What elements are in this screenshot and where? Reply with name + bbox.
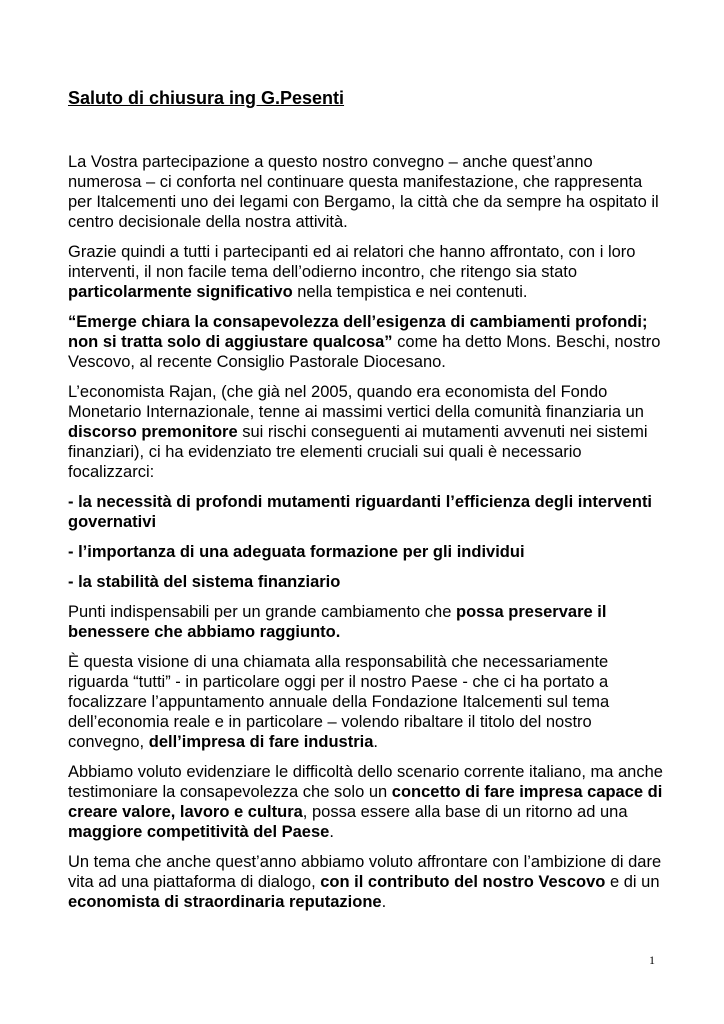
text-run: L’economista Rajan, (che già nel 2005, quando era economista del Fondo Monetario Internazionale, tenne ai massimi vertici della comunità finanziaria un — [68, 383, 644, 421]
paragraph — [68, 602, 668, 642]
paragraph — [68, 572, 668, 592]
paragraph — [68, 382, 668, 482]
bold-text: discorso premonitore — [68, 423, 238, 441]
text-run: . — [329, 823, 334, 841]
bold-text: - la necessità di profondi mutamenti riguardanti l’efficienza degli interventi governativi — [68, 493, 653, 531]
text-run: nella tempistica e nei contenuti. — [292, 283, 528, 301]
text-run: È questa visione di una chiamata alla responsabilità che necessariamente riguarda “tutti” - in particolare oggi per il nostro Paese - che ci ha portato a focalizzare l’appuntamento annuale della Fondazione Italcementi sul tema dell’economia reale e in particolare – volendo ribaltare il titolo del nostro convegno, — [68, 653, 610, 751]
bold-text: maggiore competitività del Paese — [68, 823, 330, 841]
bold-text: “Emerge chiara la consapevolezza dell’esigenza di cambiamenti profondi; non si tratta solo di aggiustare qualcosa” — [68, 313, 648, 351]
paragraph — [68, 852, 668, 912]
bold-text: dell’impresa di fare industria — [148, 733, 374, 751]
bold-text: economista di straordinaria reputazione — [68, 893, 382, 911]
text-run: La Vostra partecipazione a questo nostro convegno – anche quest’anno numerosa – ci conforta nel continuare questa manifestazione, che rappresenta per Italcementi uno dei legami con Bergamo, la città che da sempre ha ospitato il centro decisionale della nostra attività. — [68, 153, 659, 231]
bold-text: particolarmente significativo — [68, 283, 293, 301]
bold-text: possa preservare il benessere che abbiamo raggiunto. — [68, 603, 607, 641]
paragraph — [68, 652, 668, 752]
text-run: Un tema che anche quest’anno abbiamo voluto affrontare con l’ambizione di dare vita ad una piattaforma di dialogo, — [68, 853, 662, 891]
paragraph — [68, 492, 668, 532]
bold-text: - la stabilità del sistema finanziario — [68, 573, 341, 591]
page-number: 1 — [649, 953, 655, 967]
bold-text: con il contributo del nostro Vescovo — [320, 873, 606, 891]
text-run: Punti indispensabili per un grande cambiamento che — [68, 603, 456, 621]
text-run: e di un — [605, 873, 660, 891]
paragraph — [68, 312, 668, 372]
paragraph — [68, 542, 668, 562]
bold-text: concetto di fare impresa capace di creare valore, lavoro e cultura — [68, 783, 663, 821]
document-body — [68, 152, 668, 922]
text-run: Grazie quindi a tutti i partecipanti ed ai relatori che hanno affrontato, con i loro interventi, il non facile tema dell’odierno incontro, che ritengo sia stato — [68, 243, 636, 281]
text-run: . — [373, 733, 378, 751]
bold-text: - l’importanza di una adeguata formazione per gli individui — [68, 543, 525, 561]
text-run: . — [381, 893, 387, 911]
document-title: Saluto di chiusura ing G.Pesenti — [68, 88, 345, 108]
text-run: come ha detto Mons. Beschi, nostro Vescovo, al recente Consiglio Pastorale Diocesano. — [68, 333, 661, 371]
text-run: sui rischi conseguenti ai mutamenti avvenuti nei sistemi finanziari), ci ha evidenziato tre elementi cruciali sui quali è necessario focalizzarci: — [68, 423, 648, 481]
text-run: , possa essere alla base di un ritorno ad una — [302, 803, 628, 821]
paragraph — [68, 242, 668, 302]
paragraph — [68, 762, 668, 842]
paragraph — [68, 152, 668, 232]
text-run: Abbiamo voluto evidenziare le difficoltà dello scenario corrente italiano, ma anche testimoniare la consapevolezza che solo un — [68, 763, 663, 801]
